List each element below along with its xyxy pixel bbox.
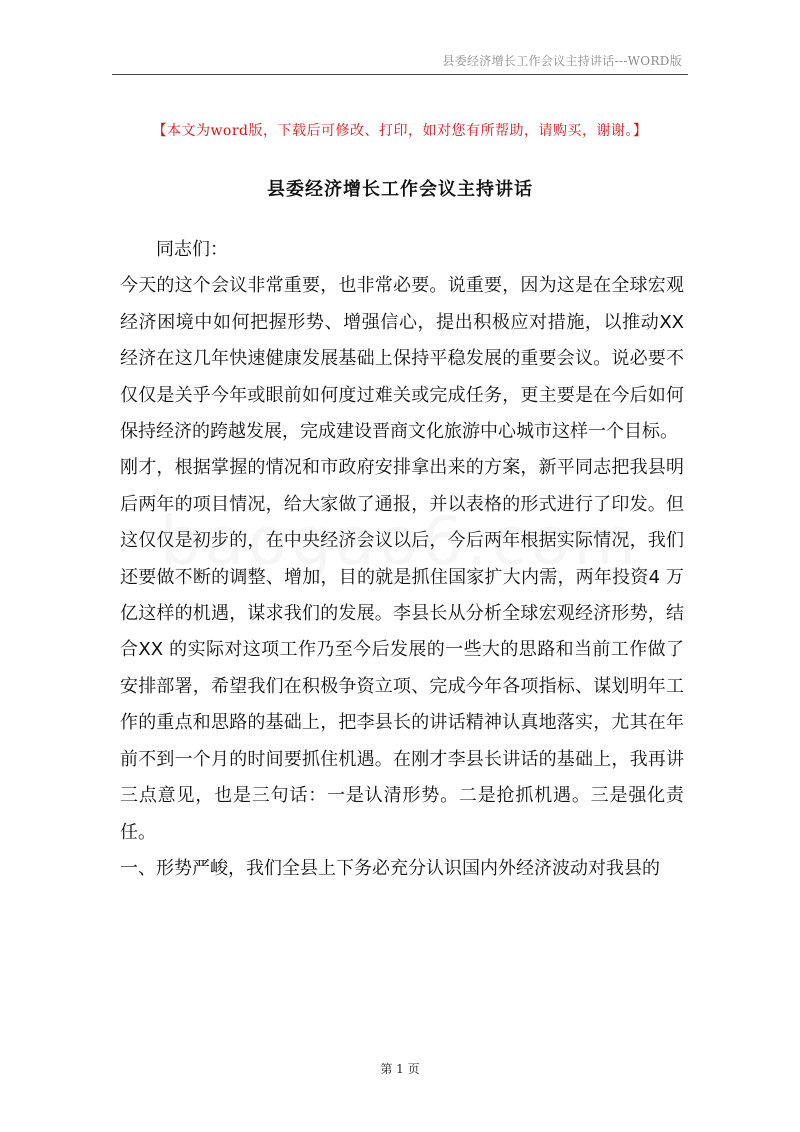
- body-paragraph: 今天的这个会议非常重要，也非常必要。说重要，因为这是在全球宏观经济困境中如何把握形势、增强信心，提出积极应对措施，以推动XX 经济在这几年快速健康发展基础上保持平稳发展的重要会议。说必要不仅仅是关乎今年或眼前如何度过难关或完成任务，更主要是在今后如何保持经济的跨越发展，完成建设晋商文化旅游中心城市这样一个目标。: [120, 275, 684, 443]
- body-paragraph: 一、形势严峻，我们全县上下务必充分认识国内外经济波动对我县的: [120, 857, 660, 879]
- document-title: 县委经济增长工作会议主持讲话: [267, 179, 533, 200]
- document-body: [120, 232, 684, 887]
- purchase-notice: 【本文为word版，下载后可修改、打印，如对您有所帮助，请购买，谢谢。】: [152, 123, 648, 139]
- body-paragraph: 刚才，根据掌握的情况和市政府安排拿出来的方案，新平同志把我县明后两年的项目情况，给大家做了通报，并以表格的形式进行了印发。但这仅仅是初步的，在中央经济会议以后，今后两年根据实际情况，我们还要做不断的调整、增加，目的就是抓住国家扩大内需，两年投资4 万亿这样的机遇，谋求我们的发展。李县长从分析全球宏观经济形势，结合XX 的实际对这项工作乃至今后发展的一些大的思路和当前工作做了安排部署，希望我们在积极争资立项、完成今年各项指标、谋划明年工作的重点和思路的基础上，把李县长的讲话精神认真地落实，尤其在年前不到一个月的时间要抓住机遇。在刚才李县长讲话的基础上，我再讲三点意见，也是三句话：一是认清形势。二是抢抓机遇。三是强化责任。: [120, 457, 684, 843]
- greeting: 同志们：: [156, 239, 228, 260]
- header-divider: [112, 74, 688, 75]
- page-number: 第 1 页: [380, 1062, 420, 1076]
- running-header: 县委经济增长工作会议主持讲话---WORD版: [442, 54, 682, 68]
